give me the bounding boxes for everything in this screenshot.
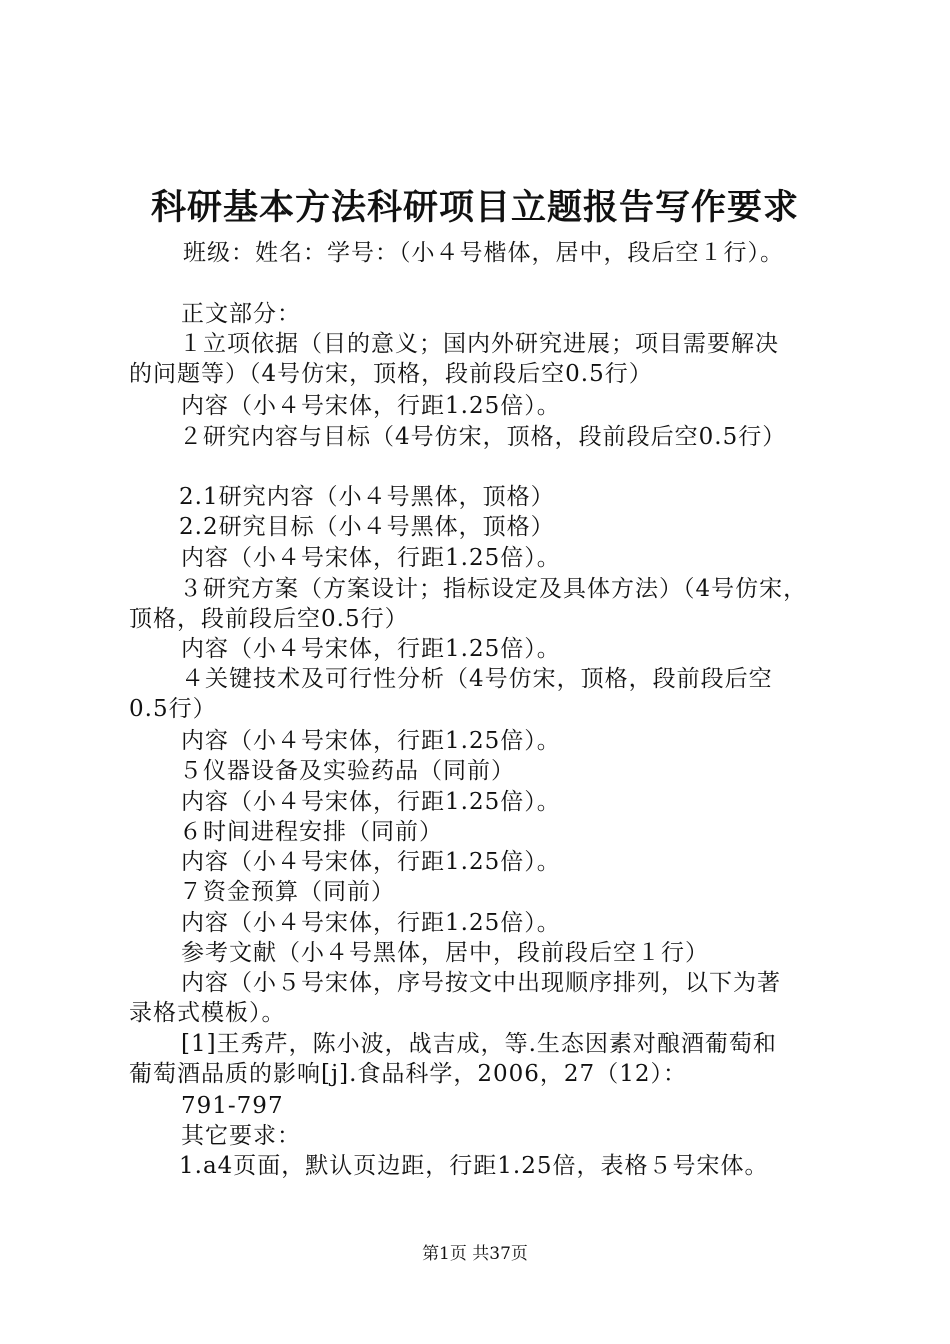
document-title: 科研基本方法科研项目立题报告写作要求: [150, 187, 799, 228]
section-heading-1-cont: 的问题等）（4号仿宋，顶格，段前段后空0.5行）: [129, 361, 653, 387]
section-heading-2: ２研究内容与目标（4号仿宋，顶格，段前段后空0.5行）: [179, 424, 787, 450]
content-line: 内容（小４号宋体，行距1.25倍）。: [181, 636, 561, 662]
section-heading-3-cont: 顶格，段前段后空0.5行）: [129, 606, 409, 632]
subsection-heading-2-2: 2.2研究目标（小４号黑体，顶格）: [179, 514, 555, 540]
page-footer: 第1页 共37页: [422, 1244, 528, 1264]
reference-entry-cont: 葡萄酒品质的影响[j].食品科学，2006，27（12）：: [129, 1061, 687, 1087]
header-info-line: 班级：姓名：学号：（小４号楷体，居中，段后空１行）。: [183, 240, 784, 266]
subsection-heading-2-1: 2.1研究内容（小４号黑体，顶格）: [179, 484, 555, 510]
section-heading-7: ７资金预算（同前）: [179, 879, 395, 905]
references-heading: 参考文献（小４号黑体，居中，段前段后空１行）: [181, 940, 709, 966]
references-content: 内容（小５号宋体，序号按文中出现顺序排列，以下为著: [181, 970, 781, 996]
section-heading-4: ４关键技术及可行性分析（4号仿宋，顶格，段前段后空: [181, 666, 773, 692]
section-heading-1: １立项依据（目的意义；国内外研究进展；项目需要解决: [179, 331, 779, 357]
content-line: 内容（小４号宋体，行距1.25倍）。: [181, 545, 561, 571]
references-content-cont: 录格式模板）。: [129, 1000, 286, 1026]
section-heading-4-cont: 0.5行）: [129, 696, 217, 722]
content-line: 内容（小４号宋体，行距1.25倍）。: [181, 393, 561, 419]
section-heading-3: ３研究方案（方案设计；指标设定及具体方法）（4号仿宋，: [179, 576, 808, 602]
section-heading-5: ５仪器设备及实验药品（同前）: [179, 758, 515, 784]
reference-entry-pages: 791-797: [181, 1093, 284, 1119]
other-requirements-heading: 其它要求：: [181, 1123, 301, 1149]
reference-entry: [1]王秀芹，陈小波，战吉成，等.生态因素对酿酒葡萄和: [181, 1031, 777, 1057]
content-line: 内容（小４号宋体，行距1.25倍）。: [181, 789, 561, 815]
content-line: 内容（小４号宋体，行距1.25倍）。: [181, 728, 561, 754]
content-line: 内容（小４号宋体，行距1.25倍）。: [181, 849, 561, 875]
other-requirement-item: 1.a4页面，默认页边距，行距1.25倍，表格５号宋体。: [179, 1153, 769, 1179]
section-heading-6: ６时间进程安排（同前）: [179, 819, 443, 845]
section-label-body: 正文部分：: [181, 301, 301, 327]
content-line: 内容（小４号宋体，行距1.25倍）。: [181, 910, 561, 936]
